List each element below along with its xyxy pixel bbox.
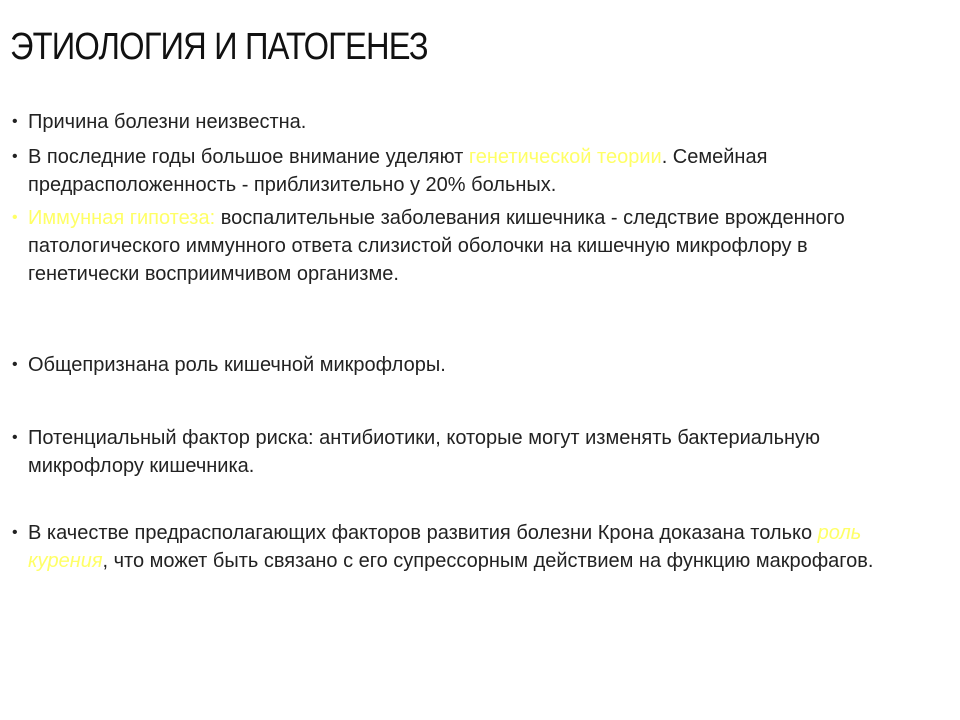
bullet-text: Причина болезни неизвестна. [28, 111, 307, 133]
bullet-text-end: , что может быть связано с его супрессорным действием на функцию макрофагов. [102, 550, 874, 572]
bullet-item [12, 424, 892, 480]
bullet-marker: • [12, 524, 18, 541]
bullet-text-start: В последние годы большое внимание уделяют [28, 146, 469, 168]
bullet-text-end: воспалительные заболевания кишечника - следствие врожденного патологического иммунного ответа слизистой оболочки на кишечную микрофлору в генетически восприимчивом организме. [28, 207, 845, 285]
bullet-text-start: В качестве предрасполагающих факторов развития болезни Крона доказана только [28, 522, 818, 544]
bullet-marker: • [12, 429, 18, 446]
bullet-marker: • [12, 209, 18, 226]
bullet-item [12, 351, 892, 379]
bullet-text: Общепризнана роль кишечной микрофлоры. [28, 354, 446, 376]
bullet-text [28, 204, 892, 288]
bullet-item [12, 143, 892, 199]
bullet-text [28, 143, 892, 199]
highlighted-phrase: генетической теории [468, 146, 662, 168]
bullet-text: Потенциальный фактор риска: антибиотики, которые могут изменять бактериальную микрофлору кишечника. [28, 427, 821, 477]
bullet-item [12, 108, 892, 136]
highlighted-phrase: роль курения [28, 522, 862, 572]
bullet-marker: • [12, 148, 18, 165]
bullet-marker: • [12, 113, 18, 130]
bullet-item [12, 519, 892, 575]
bullet-item [12, 204, 892, 288]
bullet-marker: • [12, 356, 18, 373]
bullet-text [28, 519, 892, 575]
slide-title: ЭТИОЛОГИЯ И ПАТОГЕНЕЗ [10, 26, 428, 68]
highlighted-phrase: Иммунная гипотеза: [28, 207, 216, 229]
bullet-text-end: . Семейная предрасположенность - приблизительно у 20% больных. [28, 146, 768, 196]
